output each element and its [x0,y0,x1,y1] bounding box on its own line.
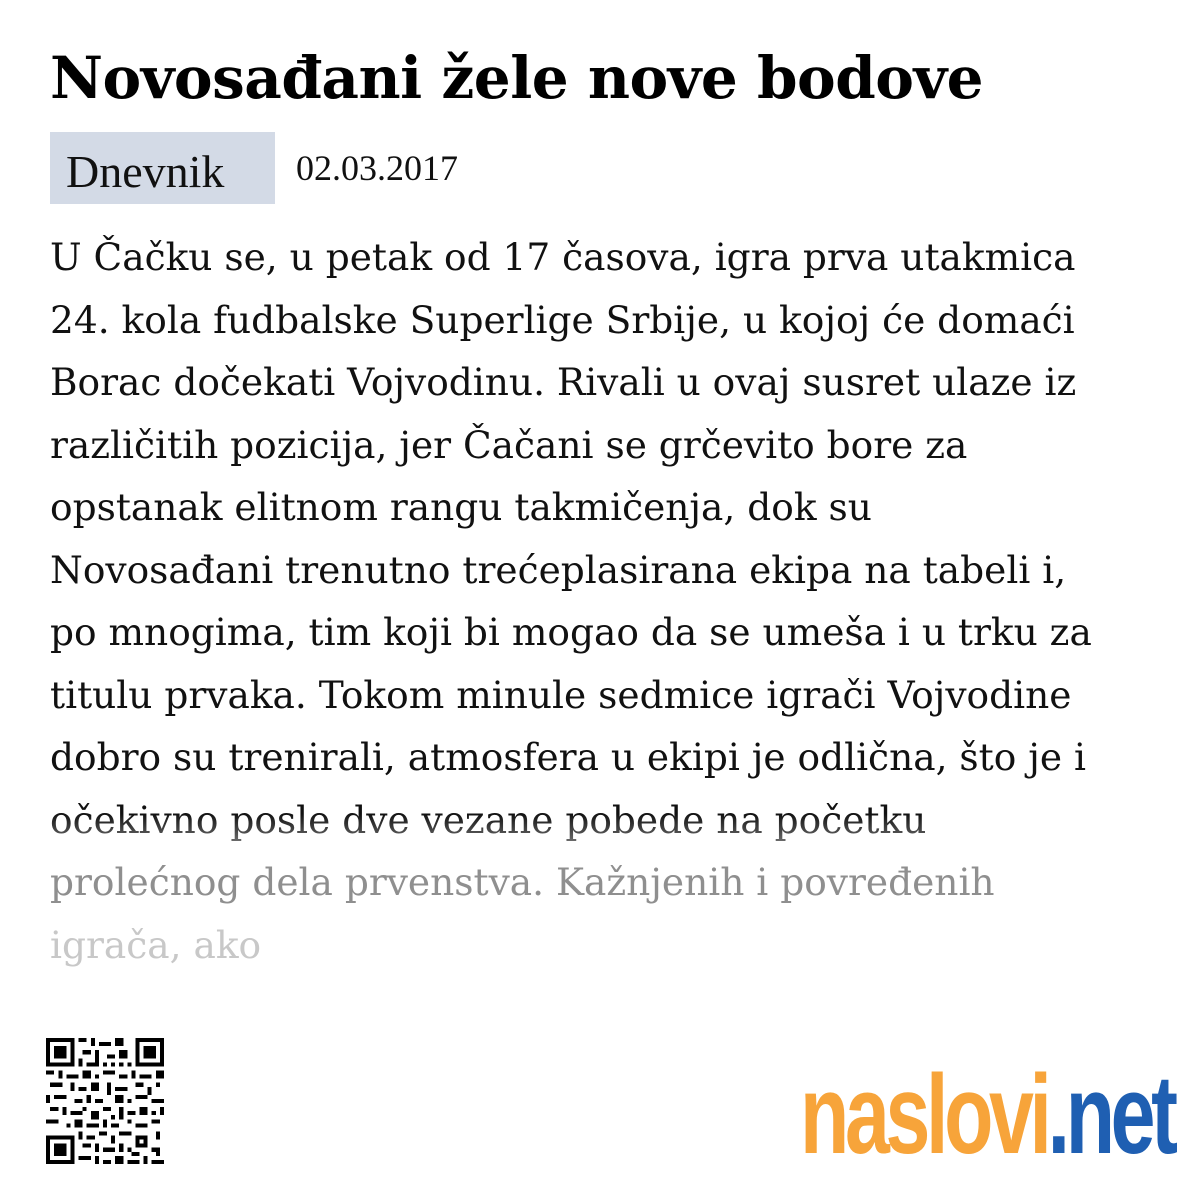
article-line: dobro su trenirali, atmosfera u ekipi je odlična, što je i [50,735,1086,779]
article-line: opstanak elitnom rangu takmičenja, dok su [50,485,872,529]
article-line: očekivno posle dve vezane pobede na početku [50,789,1160,852]
source-badge: Dnevnik [50,132,275,204]
article-line: prolećnog dela prvenstva. Kažnjenih i povređenih [50,860,995,904]
article-title: Novosađani žele nove bodove [50,44,984,112]
article-line: po mnogima, tim koji bi mogao da se umeša i u trku za [50,610,1092,654]
article-line: različitih pozicija, jer Čačani se grčevito bore za [50,422,968,467]
naslovi-logo[interactable] [800,1052,1174,1177]
article-line: Novosađani trenutno trećeplasirana ekipa na tabeli i, [50,547,1067,592]
article-line: igrača, ako [50,922,262,967]
article-line: titulu prvaka. Tokom minule sedmice igrači Vojvodine [50,672,1072,717]
article-line: 24. kola fudbalske Superlige Srbije, u kojoj će domaći [50,297,1075,342]
publish-date: 02.03.2017 [296,148,458,188]
article-body [50,226,1160,976]
article-line: U Čačku se, u petak od 17 časova, igra prva utakmica [50,235,1076,279]
logo-part-net: .net [1047,1052,1174,1177]
qr-code-icon[interactable] [46,1038,164,1164]
article-line: Borac dočekati Vojvodinu. Rivali u ovaj susret ulaze iz [50,360,1077,404]
logo-part-naslovi: naslovi [800,1052,1048,1177]
